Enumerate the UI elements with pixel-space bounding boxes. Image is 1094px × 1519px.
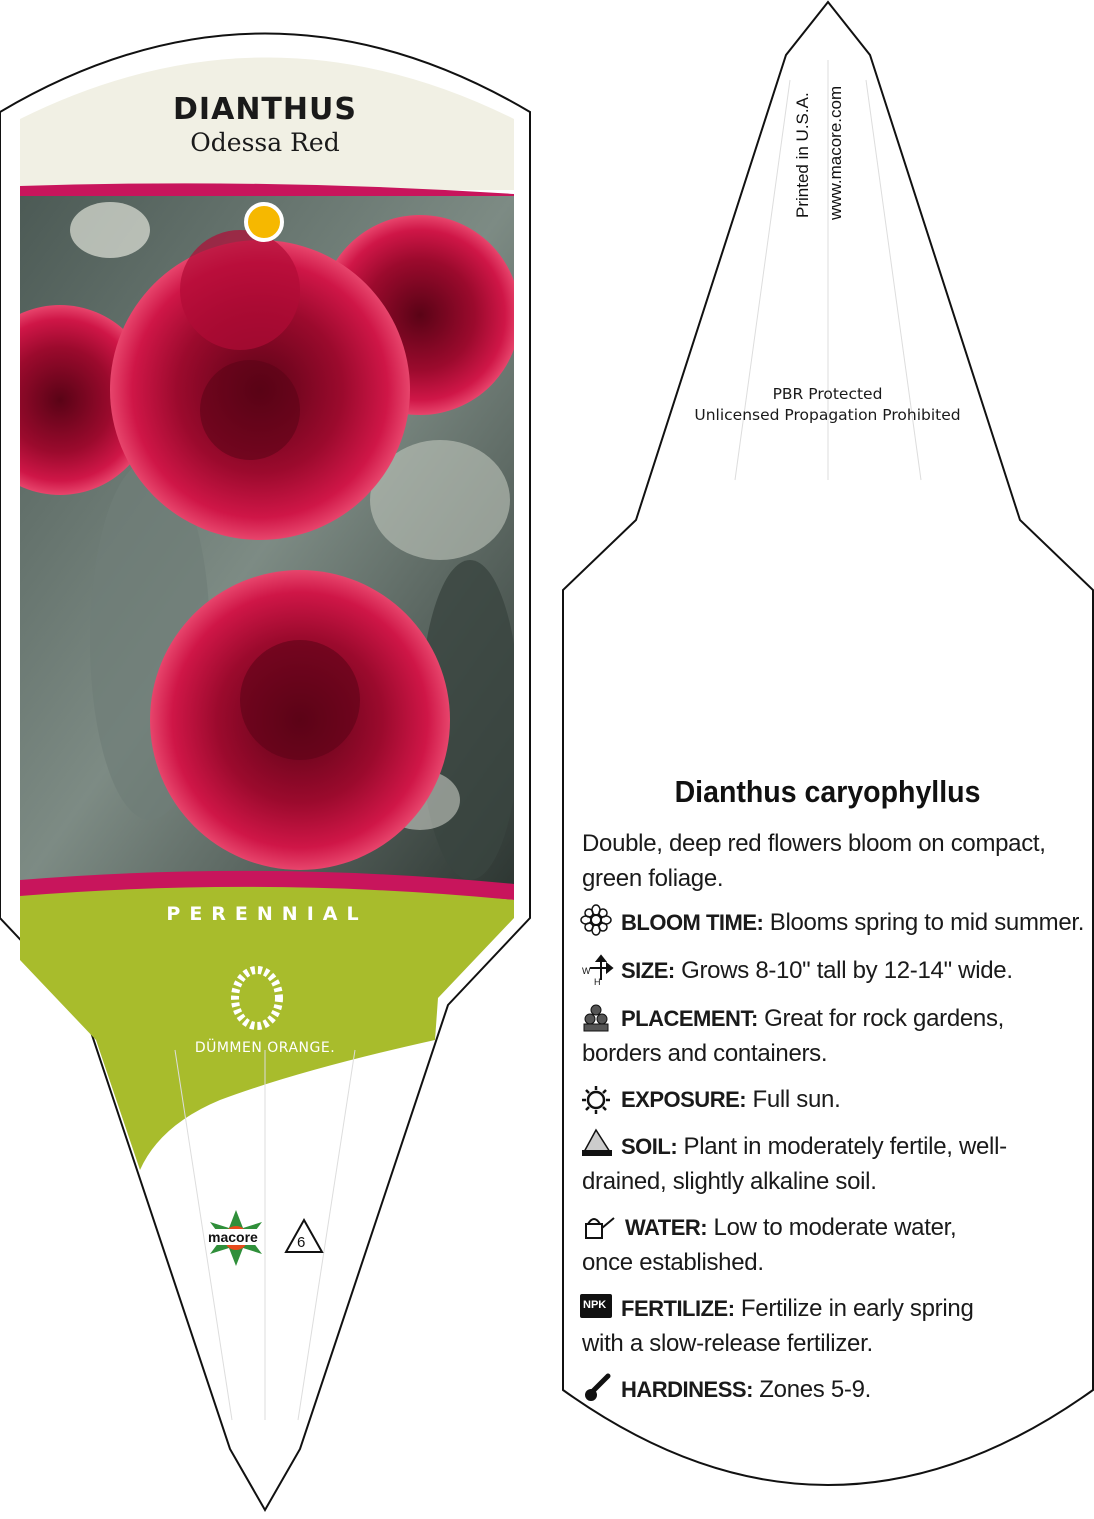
attribute-label: SOIL: [621, 1134, 678, 1159]
attribute-water [582, 1210, 1002, 1280]
propagation-prohibited-text: Unlicensed Propagation Prohibited [694, 406, 961, 424]
attribute-placement [582, 1001, 1082, 1071]
attribute-text: Fertilize in early spring with a slow-release fertilizer. [582, 1295, 974, 1357]
attribute-size [621, 953, 1094, 988]
plant-category: PERENNIAL [166, 903, 368, 925]
species-name: Dianthus caryophyllus [674, 774, 981, 809]
website-text: www.macore.com [826, 85, 845, 220]
size-icon-w: W [582, 966, 591, 976]
recycle-code: 6 [297, 1234, 306, 1251]
sun-exposure-dot [246, 204, 282, 240]
attribute-label: EXPOSURE: [621, 1087, 747, 1112]
attribute-label: WATER: [625, 1215, 708, 1240]
printed-in-text: Printed in U.S.A. [793, 92, 812, 218]
attribute-exposure [621, 1082, 1094, 1117]
plant-description: Double, deep red flowers bloom on compact, green foliage. [582, 830, 1046, 892]
plant-genus-title: DIANTHUS [173, 92, 357, 127]
flower-photo [0, 196, 520, 890]
breeder-name: DÜMMEN ORANGE. [194, 1040, 336, 1056]
attribute-label: SIZE: [621, 958, 675, 983]
attribute-label: BLOOM TIME: [621, 910, 764, 935]
attribute-text: Plant in moderately fertile, well-drained, slightly alkaline soil. [582, 1133, 1007, 1195]
plant-cultivar-name: Odessa Red [190, 128, 340, 157]
attribute-label: PLACEMENT: [621, 1006, 758, 1031]
npk-icon-text: NPK [583, 1299, 607, 1311]
attribute-soil [582, 1129, 1067, 1199]
attribute-text: Blooms spring to mid summer. [769, 909, 1085, 936]
attribute-text: Low to moderate water, once established. [582, 1214, 957, 1276]
attribute-hardiness [621, 1372, 1094, 1407]
attribute-label: FERTILIZE: [621, 1296, 735, 1321]
attribute-text: Zones 5-9. [759, 1376, 872, 1403]
printer-logo-text: macore [208, 1229, 258, 1245]
sun-icon [582, 1086, 610, 1114]
flower-icon [581, 905, 611, 935]
attribute-text: Great for rock gardens, borders and containers. [582, 1005, 1005, 1067]
size-icon-h: H [594, 977, 601, 987]
attribute-fertilize [582, 1291, 1012, 1361]
thermometer-icon [585, 1376, 608, 1401]
pbr-protected-text: PBR Protected [772, 385, 883, 403]
attribute-text: Grows 8-10" tall by 12-14" wide. [681, 957, 1013, 984]
attribute-bloom-time [621, 905, 1094, 940]
attribute-text: Full sun. [752, 1086, 841, 1113]
attribute-label: HARDINESS: [621, 1377, 753, 1402]
